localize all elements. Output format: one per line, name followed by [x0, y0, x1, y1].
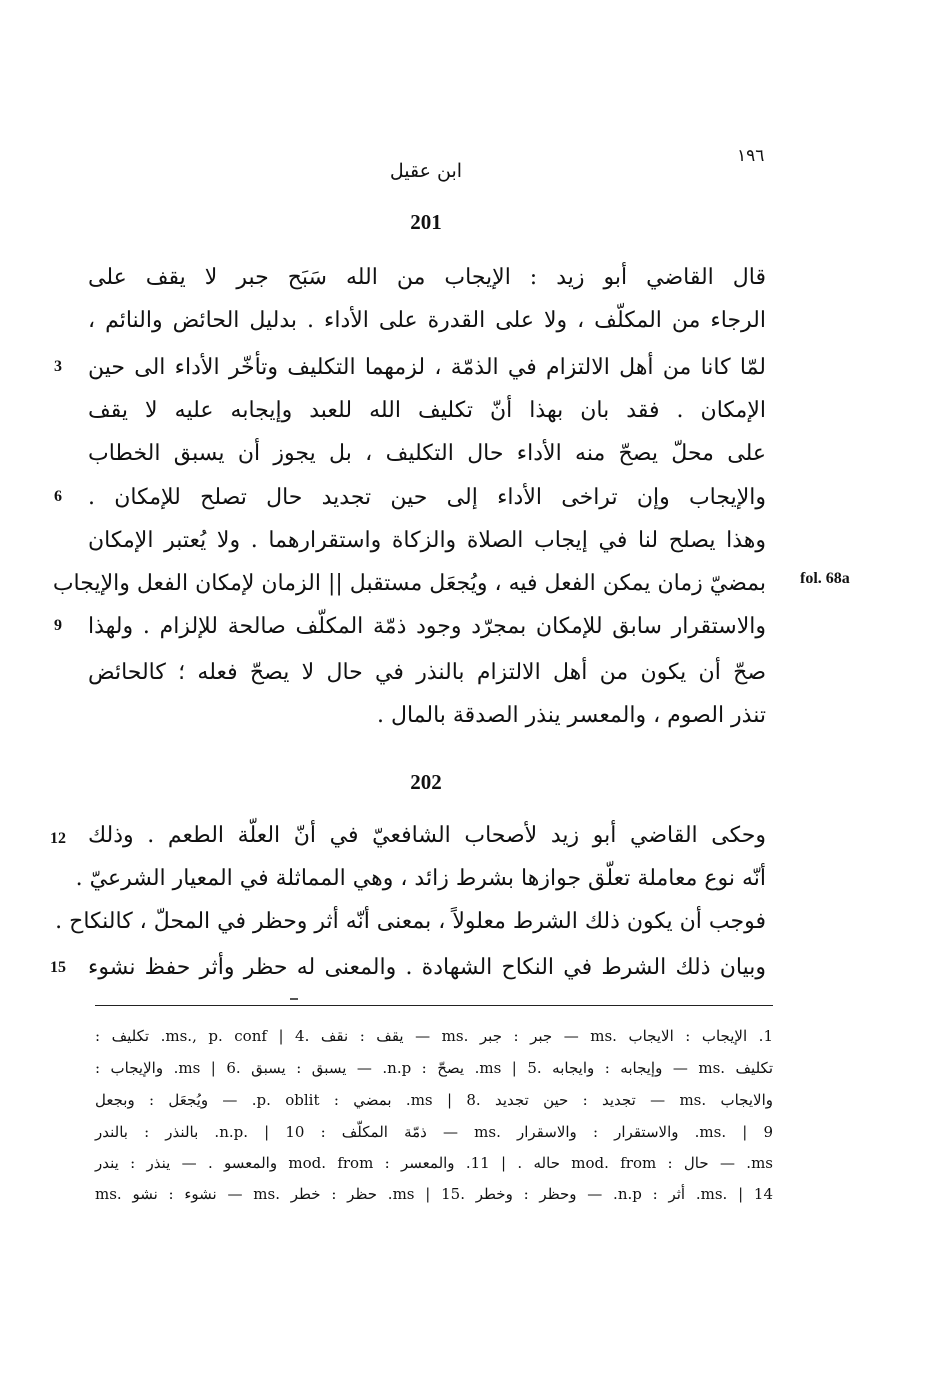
text-line: الإمكان . فقد بان بهذا أنّ تكليف الله للعبد وإيجابه عليه لا يقف — [88, 398, 766, 423]
footnote-line: 1. الإيجاب : الايجاب .ms — جبر : جبر .ms — يقف : نقف .ms., p. conf | 4. تكليف : — [95, 1027, 773, 1045]
text-line: قال القاضي أبو زيد : الإيجاب من الله سَبَح جبر لا يقف على — [88, 265, 766, 290]
running-head: ابن عقيل — [389, 160, 463, 182]
footnote-rule — [95, 1005, 773, 1006]
text-line: الرجاء من المكلّف ، ولا على القدرة على الأداء . بدليل الحائض والنائم ، — [88, 308, 766, 333]
folio-note: fol. 68a — [800, 570, 850, 587]
footnote-line: والايجاب .ms — تجديد : حين تجديد .ms | 8. بمضي : p. oblit. — ويُجعَل : وبجعل — [95, 1091, 773, 1109]
section-number: 202 — [410, 770, 442, 794]
text-line: وبيان ذلك الشرط في النكاح الشهادة . والمعنى له حظر وأثر حفظ نشوء — [88, 955, 766, 980]
text-line: وهذا يصلح لنا في إيجاب الصلاة والزكاة واستقرارهما . ولا يُعتبر الإمكان — [88, 528, 766, 553]
text-line: أنّه نوع معاملة تعلّق جوازها بشرط زائد ، وهي المماثلة في المعيار الشرعيّ . — [75, 866, 766, 891]
page-number: ١٩٦ — [737, 146, 765, 166]
text-line: صحّ أن يكون من أهل الالتزام بالنذر في حال لا يصحّ فعله ؛ كالحائض — [88, 660, 766, 685]
text-line: والإيجاب وإن تراخى الأداء إلى حين تجديد حال تصلح للإمكان . — [88, 485, 766, 510]
text-line: على محلّ يصحّ منه الأداء حال التكليف ، بل يجوز أن يسبق الخطاب — [88, 441, 766, 466]
text-line: تنذر الصوم ، والمعسر ينذر الصدقة بالمال . — [376, 703, 766, 728]
line-number: 3 — [54, 358, 62, 375]
section-number: 201 — [410, 210, 442, 234]
text-line: والاستقرار سابق للإمكان بمجرّد وجود ذمّة المكلّف صالحة للإلزام . ولهذا — [88, 614, 766, 639]
text-line: بمضيّ زمان يمكن الفعل فيه ، ويُجعَل مستقبل || الزمان لإمكان الفعل والإيجاب — [52, 571, 766, 596]
text-line: وحكى القاضي أبو زيد لأصحاب الشافعيّ في أنّ العلّة الطعم . وذلك — [88, 823, 766, 848]
line-number: 9 — [54, 617, 62, 634]
footnote-line: تكليف .ms — وإيجابه : وايجابه .ms | 5. يصحّ : n.p. — يسبق : يسبق .ms | 6. والإيجاب : — [95, 1059, 774, 1077]
footnote-line: ms. — حال : mod. from حاله . | 11. والمعسر : mod. from والمعسو . — ينذر : يندر — [95, 1154, 773, 1172]
text-line: لمّا كانا من أهل الالتزام في الذمّة ، لزمهما التكليف وتأخّر الأداء الى حين — [88, 355, 766, 380]
footnote-line: ms. | 14. أثر : n.p. — وحظر : وخطر .ms | 15. حظر : خطر .ms — نشوء : نشو .ms — [95, 1185, 773, 1203]
line-number: 6 — [54, 488, 62, 505]
text-line: فوجب أن يكون ذلك الشرط معلولاً ، بمعنى أنّه أثر وحظر في المحلّ ، كالنكاح . — [55, 909, 766, 934]
stray-mark — [290, 998, 298, 1000]
line-number: 12 — [50, 830, 66, 847]
line-number: 15 — [50, 959, 66, 976]
footnote-line: ms. | 9. والاستقرار : والاسقرار .ms — ذمّة المكلّف : n.p. | 10. بالنذر : بالندر — [95, 1123, 773, 1141]
